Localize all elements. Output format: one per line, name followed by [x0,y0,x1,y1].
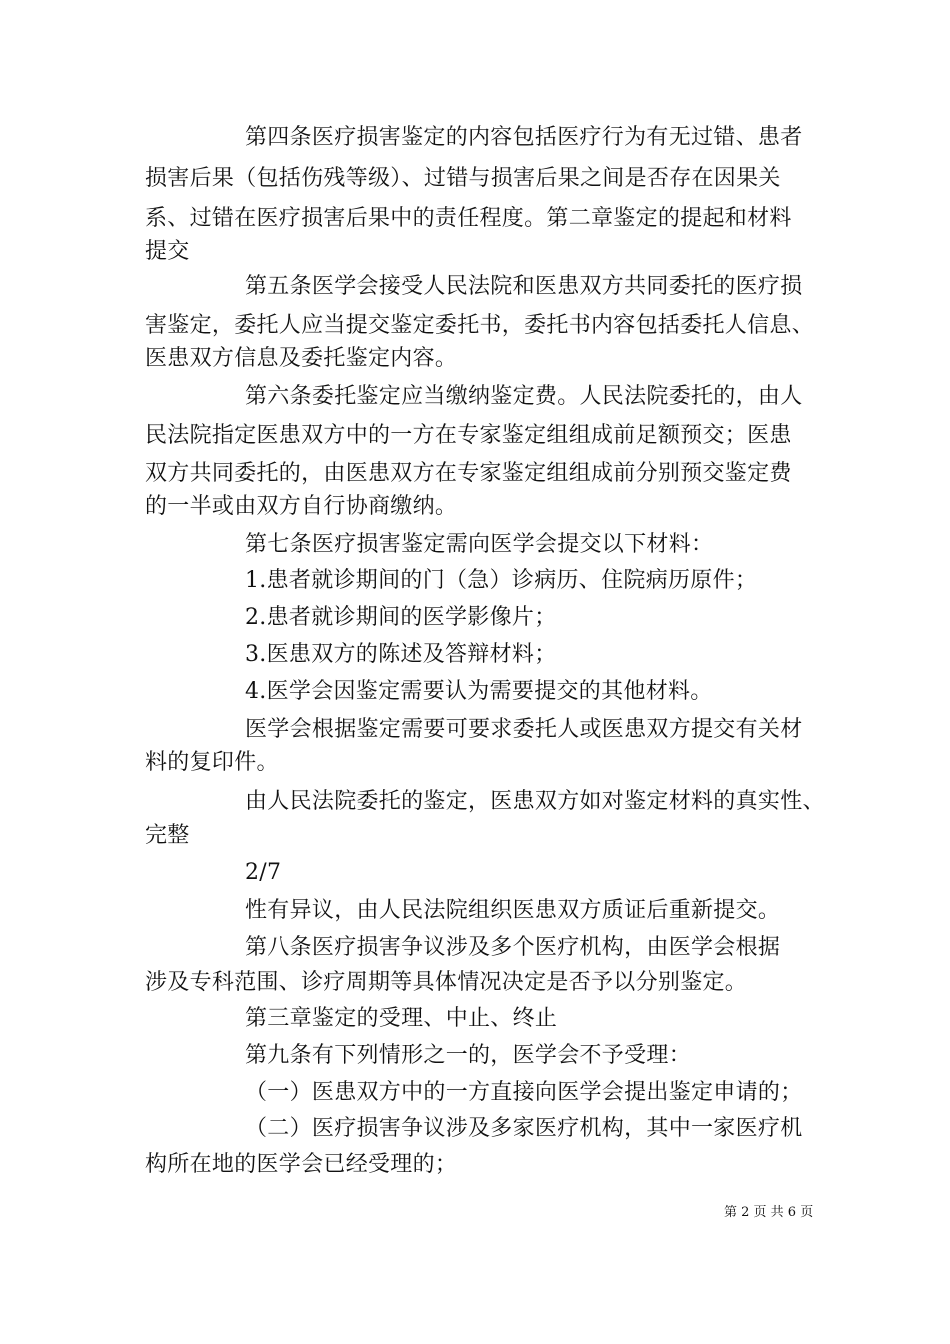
text-line: 第八条医疗损害争议涉及多个医疗机构，由医学会根据 [245,935,781,960]
list-item: 4.医学会因鉴定需要认为需要提交的其他材料。 [245,679,713,704]
list-item: 1.患者就诊期间的门（急）诊病历、住院病历原件； [245,568,758,593]
text-line: 的一半或由双方自行协商缴纳。 [145,494,458,519]
text-line: 损害后果（包括伤残等级）、过错与损害后果之间是否存在因果关 [145,166,781,191]
text-line: 料的复印件。 [145,750,279,775]
list-item: 3.医患双方的陈述及答辩材料； [245,642,557,667]
text-line: 双方共同委托的，由医患双方在专家鉴定组组成前分别预交鉴定费 [145,461,792,486]
text-line: 由人民法院委托的鉴定，医患双方如对鉴定材料的真实性、 [245,789,825,814]
text-line: 第五条医学会接受人民法院和医患双方共同委托的医疗损 [245,274,803,299]
text-line: 第七条医疗损害鉴定需向医学会提交以下材料： [245,532,714,557]
list-item: （二）医疗损害争议涉及多家医疗机构，其中一家医疗机 [245,1116,803,1141]
list-item: 2.患者就诊期间的医学影像片； [245,605,557,630]
text-line: 医学会根据鉴定需要可要求委托人或医患双方提交有关材 [245,717,803,742]
text-line: 第九条有下列情形之一的，医学会不予受理： [245,1043,692,1068]
text-line: 医患双方信息及委托鉴定内容。 [145,346,458,371]
text-line: 第四条医疗损害鉴定的内容包括医疗行为有无过错、患者 [245,125,803,150]
page-footer: 第 2 页 共 6 页 [724,1205,814,1220]
text-line: 第六条委托鉴定应当缴纳鉴定费。人民法院委托的，由人 [245,384,803,409]
list-item: （一）医患双方中的一方直接向医学会提出鉴定申请的； [245,1080,803,1105]
text-line: 害鉴定，委托人应当提交鉴定委托书，委托书内容包括委托人信息、 [145,313,815,338]
text-line: 构所在地的医学会已经受理的； [145,1152,458,1177]
text-line: 民法院指定医患双方中的一方在专家鉴定组组成前足额预交；医患 [145,423,792,448]
page-marker: 2/7 [245,860,282,885]
text-line: 完整 [145,823,190,848]
text-line: 性有异议，由人民法院组织医患双方质证后重新提交。 [245,898,781,923]
text-line: 涉及专科范围、诊疗周期等具体情况决定是否予以分别鉴定。 [145,970,748,995]
text-line: 提交 [145,239,190,264]
chapter-heading: 第三章鉴定的受理、中止、终止 [245,1006,558,1031]
text-line: 系、过错在医疗损害后果中的责任程度。第二章鉴定的提起和材料 [145,206,792,231]
